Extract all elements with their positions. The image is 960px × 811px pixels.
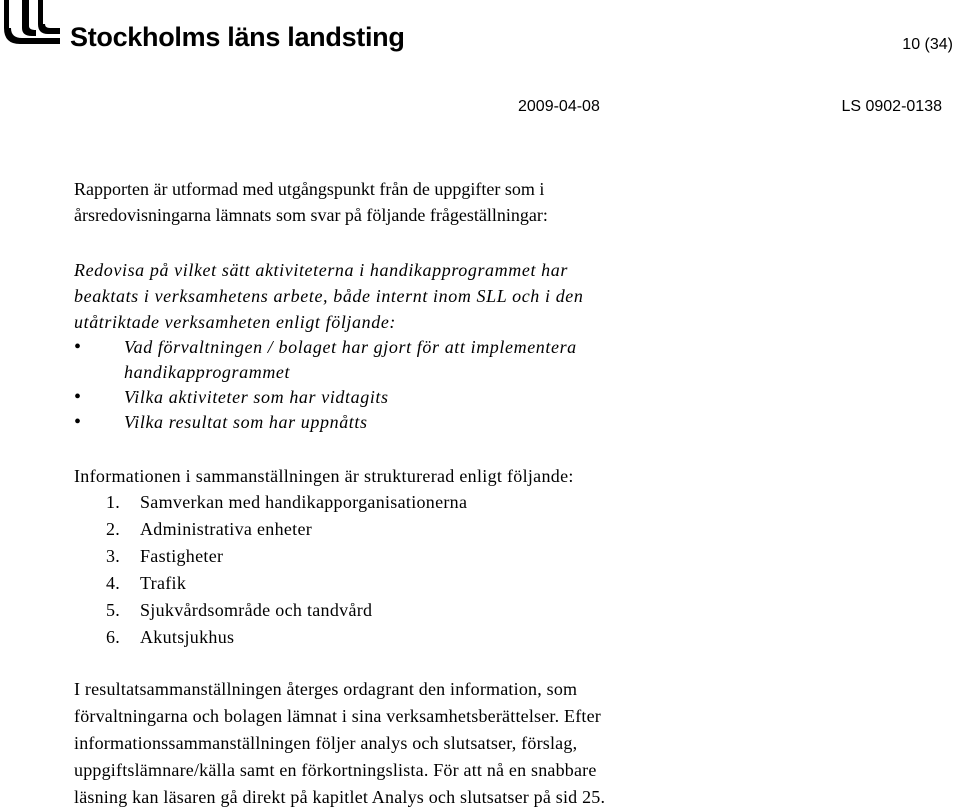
intro-paragraph <box>74 176 548 228</box>
closing-line: I resultatsammanställningen återges ordagrant den information, som <box>74 679 578 699</box>
closing-paragraph <box>74 676 605 811</box>
structure-intro: Informationen i sammanställningen är strukturerad enligt följande: <box>74 466 574 486</box>
structure-item <box>106 489 467 516</box>
structure-item <box>106 516 467 543</box>
structure-item <box>106 624 467 651</box>
item-number: 2. <box>106 519 121 539</box>
item-text: Fastigheter <box>140 546 224 566</box>
document-reference: LS 0902-0138 <box>841 98 942 115</box>
bullet-item <box>74 410 577 435</box>
logo-text: Stockholms läns landsting <box>70 22 405 52</box>
bullet-item <box>74 335 577 385</box>
structure-item <box>106 570 467 597</box>
bullet-text: Vad förvaltningen / bolaget har gjort för att implementera <box>124 337 577 357</box>
intro-line: Rapporten är utformad med utgångspunkt från de uppgifter som i <box>74 179 545 199</box>
item-number: 6. <box>106 627 121 647</box>
item-text: Trafik <box>140 573 187 593</box>
bullet-item <box>74 385 577 410</box>
bullet-text: Vilka aktiviteter som har vidtagits <box>124 387 389 407</box>
item-text: Administrativa enheter <box>140 519 313 539</box>
question-line: beaktats i verksamhetens arbete, både internt inom SLL och i den <box>74 286 584 306</box>
closing-line: läsning kan läsaren gå direkt på kapitlet Analys och slutsatser på sid 25. <box>74 787 606 807</box>
item-text: Akutsjukhus <box>140 627 235 647</box>
item-text: Sjukvårdsområde och tandvård <box>140 600 373 620</box>
intro-line: årsredovisningarna lämnats som svar på följande frågeställningar: <box>74 205 548 225</box>
closing-line: uppgiftslämnare/källa samt en förkortningslista. För att nå en snabbare <box>74 760 597 780</box>
bullet-text: Vilka resultat som har uppnåtts <box>124 412 368 432</box>
question-line: utåtriktade verksamheten enligt följande: <box>74 312 397 332</box>
item-number: 4. <box>106 573 121 593</box>
item-number: 3. <box>106 546 121 566</box>
item-number: 5. <box>106 600 121 620</box>
question-paragraph <box>74 257 584 335</box>
closing-line: förvaltningarna och bolagen lämnat i sina verksamhetsberättelser. Efter <box>74 706 602 726</box>
document-date: 2009-04-08 <box>518 98 600 115</box>
sll-logo-icon <box>2 0 64 50</box>
question-bullet-list <box>74 335 577 435</box>
structure-item <box>106 543 467 570</box>
structure-list <box>106 489 467 651</box>
bullet-text-cont: handikapprogrammet <box>124 362 291 382</box>
item-number: 1. <box>106 492 121 512</box>
question-line: Redovisa på vilket sätt aktiviteterna i handikapprogrammet har <box>74 260 568 280</box>
sll-logo <box>0 0 440 56</box>
item-text: Samverkan med handikapporganisationerna <box>140 492 468 512</box>
page-number: 10 (34) <box>902 36 953 53</box>
closing-line: informationssammanställningen följer analys och slutsatser, förslag, <box>74 733 578 753</box>
structure-item <box>106 597 467 624</box>
